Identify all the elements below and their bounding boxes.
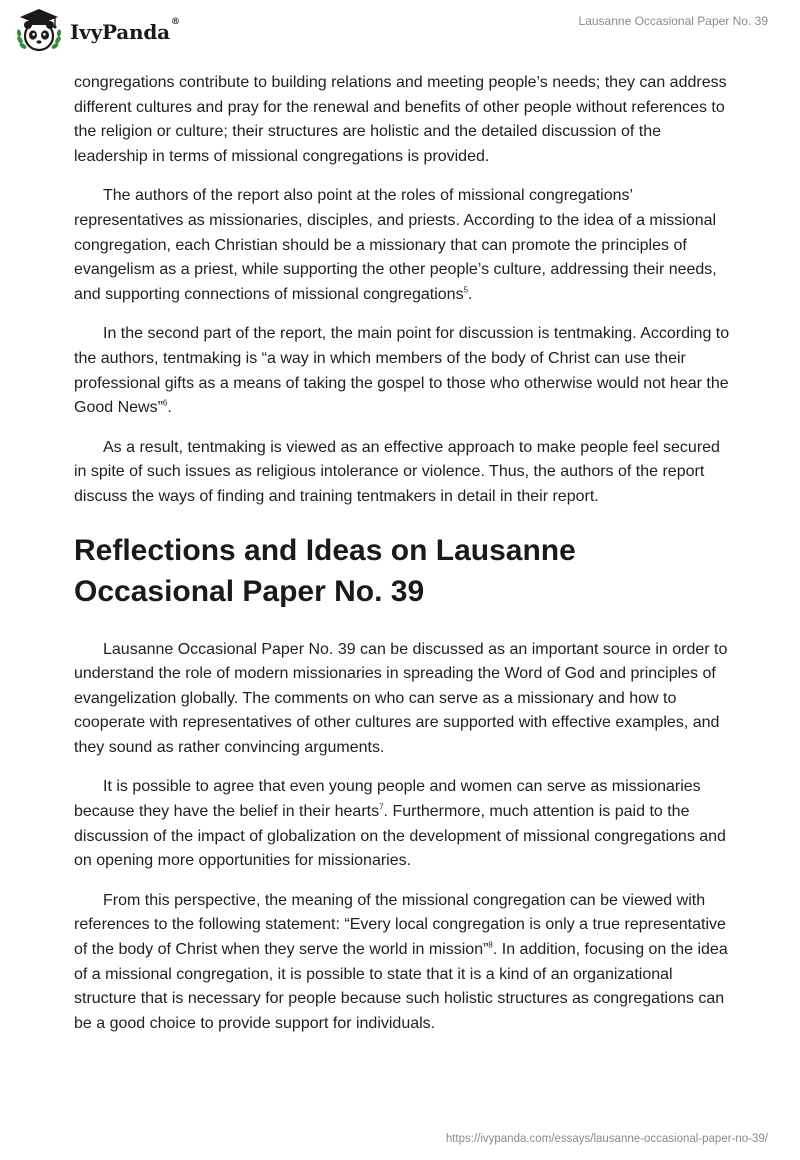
logo-wordmark: IvyPanda® (70, 17, 180, 44)
paragraph-1: congregations contribute to building relations and meeting people’s needs; they can address different cultures and pray for the renewal and benefits of other people without references to the religion or culture; their structures are holistic and the detailed discussion of the leadership in terms of missional congregations is provided. (74, 74, 727, 165)
footnote-ref-5[interactable]: 5 (463, 285, 469, 295)
ivypanda-logo[interactable] (14, 6, 180, 56)
document-title: Lausanne Occasional Paper No. 39 (578, 14, 768, 28)
registered-mark: ® (170, 17, 180, 27)
panda-graduation-cap-logo-icon (14, 6, 64, 56)
paragraph-2: The authors of the report also point at the roles of missional congregations’ representatives as missionaries, disciples, and priests. According to the idea of a missional congregation, each Christian should be a missionary that can promote the principles of evangelism as a priest, while supporting the other people’s culture, addressing their needs, and supporting connections of missional congregations$^5$. (74, 187, 717, 303)
footnote-ref-7[interactable]: 7 (379, 802, 384, 812)
paragraph-5: Lausanne Occasional Paper No. 39 can be discussed as an important source in order to understand the role of modern missionaries in spreading the Word of God and principles of evangelization globally. The comments on who can serve as a missionary and how to cooperate with representatives of other cultures are supported with effective examples, and they sound as rather convincing arguments. (74, 640, 728, 756)
paragraph-3: In the second part of the report, the main point for discussion is tentmaking. According to the authors, tentmaking is “a way in which members of the body of Christ can use their professional gifts as a means of taking the gospel to those who otherwise would not hear the Good News”$^6$. (74, 325, 730, 417)
paragraph-4: As a result, tentmaking is viewed as an effective approach to make people feel secured in spite of such issues as religious intolerance or violence. Thus, the authors of the report discuss the ways of finding and training tentmakers in detail in their report. (74, 438, 720, 505)
paragraph-7: From this perspective, the meaning of the missional congregation can be viewed with references to the following statement: “Every local congregation is only a true representative of the body of Christ when they serve the world in mission”$^8$. In addition, focusing on the idea of a missional congregation, it is possible to state that it is a kind of an organizational structure that is necessary for people because such holistic structures as congregations can be a good choice to provide support for individuals. (74, 891, 728, 1032)
footnote-ref-6[interactable]: 6 (162, 398, 168, 408)
source-url[interactable]: https://ivypanda.com/essays/lausanne-occasional-paper-no-39/ (445, 1133, 768, 1145)
footnote-ref-8[interactable]: 8 (488, 940, 493, 950)
page-header (0, 0, 800, 62)
section-heading: Reflections and Ideas on Lausanne Occasional Paper No. 39 (74, 533, 576, 608)
essay-body (74, 71, 734, 1051)
paragraph-6: It is possible to agree that even young people and women can serve as missionaries because they have the belief in their hearts$^7$. Furthermore, much attention is paid to the discussion of the impact of globalization on the development of missional congregations and on opening more opportunities for missionaries. (74, 778, 726, 870)
